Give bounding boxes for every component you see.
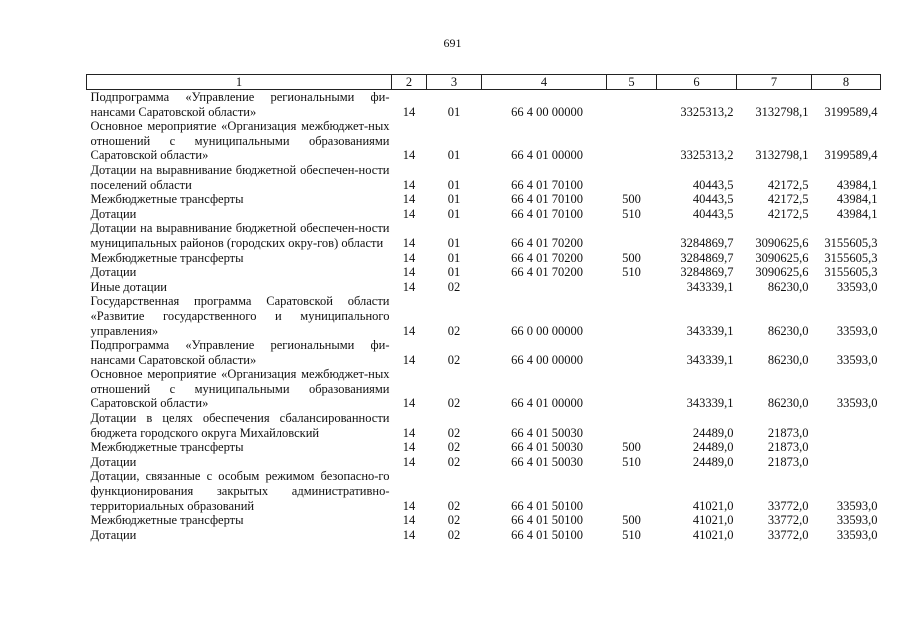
- expense-type-code: [607, 163, 657, 192]
- table-row: [87, 221, 881, 250]
- section-code: 14: [402, 177, 416, 192]
- item-name: Подпрограмма «Управление региональными фи-нансами Саратовской области»: [90, 338, 390, 367]
- amount-year-2: 33772,0: [767, 513, 809, 528]
- amount-year-3: 3155605,3: [824, 265, 878, 280]
- subsection-code: 01: [447, 192, 461, 207]
- header-expense-type: 5: [607, 75, 657, 90]
- section-code: 14: [402, 250, 416, 265]
- amount-year-1: 3284869,7: [680, 250, 734, 265]
- subsection-code: 01: [447, 206, 461, 221]
- subsection-code: 01: [447, 250, 461, 265]
- subsection-code: 02: [447, 454, 461, 469]
- amount-year-3: 33593,0: [836, 352, 878, 367]
- expense-type-code: 500: [622, 250, 641, 265]
- amount-year-1: 41021,0: [692, 498, 734, 513]
- expense-type-code: [607, 469, 657, 513]
- table-row: [87, 455, 881, 470]
- section-code: 14: [402, 104, 416, 119]
- target-article-code: 66 4 01 70200: [511, 235, 583, 250]
- target-article-code: 66 4 01 70200: [511, 250, 583, 265]
- subsection-code: 02: [447, 498, 461, 513]
- target-article-code: 66 4 01 70100: [511, 177, 583, 192]
- expense-type-code: 510: [622, 527, 641, 542]
- table-row: [87, 469, 881, 513]
- amount-year-3: 3199589,4: [824, 148, 878, 163]
- amount-year-1: 3325313,2: [680, 104, 734, 119]
- expense-type-code: [607, 280, 657, 295]
- header-target-article: 4: [482, 75, 607, 90]
- amount-year-1: 343339,1: [686, 396, 734, 411]
- table-row: [87, 440, 881, 455]
- amount-year-1: 24489,0: [692, 425, 734, 440]
- section-code: 14: [402, 527, 416, 542]
- item-name: Дотации: [90, 265, 137, 280]
- header-name: 1: [87, 75, 392, 90]
- amount-year-2: 86230,0: [767, 323, 809, 338]
- amount-year-2: 3090625,6: [755, 235, 809, 250]
- table-body: [87, 90, 881, 543]
- amount-year-2: 21873,0: [767, 440, 809, 455]
- item-name: Дотации: [90, 206, 137, 221]
- target-article-code: 66 4 01 00000: [511, 148, 583, 163]
- amount-year-1: 24489,0: [692, 454, 734, 469]
- item-name: Основное мероприятие «Организация межбюджет-ных отношений с муниципальными образованиями Саратовской области»: [90, 367, 390, 411]
- amount-year-1: 40443,5: [692, 206, 734, 221]
- table-row: [87, 192, 881, 207]
- amount-year-1: 3284869,7: [680, 265, 734, 280]
- section-code: 14: [402, 192, 416, 207]
- amount-year-1: 343339,1: [686, 352, 734, 367]
- item-name: Основное мероприятие «Организация межбюджет-ных отношений с муниципальными образованиями Саратовской области»: [90, 119, 390, 163]
- amount-year-2: 3132798,1: [755, 148, 809, 163]
- amount-year-1: 40443,5: [692, 192, 734, 207]
- amount-year-3: 3155605,3: [824, 250, 878, 265]
- target-article-code: 66 4 01 50030: [511, 454, 583, 469]
- expense-type-code: [607, 367, 657, 411]
- table-row: [87, 207, 881, 222]
- table-row: [87, 294, 881, 338]
- target-article-code: 66 4 01 00000: [511, 396, 583, 411]
- expense-type-code: 510: [622, 265, 641, 280]
- target-article-code: 66 4 00 00000: [511, 352, 583, 367]
- target-article-code: 66 4 01 50030: [511, 425, 583, 440]
- subsection-code: 02: [447, 396, 461, 411]
- table-row: [87, 411, 881, 440]
- item-name: Межбюджетные трансферты: [90, 513, 244, 528]
- table-row: [87, 90, 881, 120]
- section-code: 14: [402, 513, 416, 528]
- header-subsection: 3: [427, 75, 482, 90]
- section-code: 14: [402, 440, 416, 455]
- amount-year-3: 33593,0: [836, 513, 878, 528]
- budget-table: [86, 74, 881, 542]
- section-code: 14: [402, 323, 416, 338]
- amount-year-2: 33772,0: [767, 527, 809, 542]
- item-name: Государственная программа Саратовской области «Развитие государственного и муниципального управления»: [90, 294, 390, 338]
- amount-year-3: 3199589,4: [824, 104, 878, 119]
- target-article-code: 66 4 01 70200: [511, 265, 583, 280]
- expense-type-code: 500: [622, 192, 641, 207]
- section-code: 14: [402, 425, 416, 440]
- expense-type-code: [607, 90, 657, 120]
- amount-year-3: 33593,0: [836, 498, 878, 513]
- amount-year-3: 43984,1: [836, 177, 878, 192]
- expense-type-code: [607, 221, 657, 250]
- amount-year-2: 42172,5: [767, 206, 809, 221]
- table-row: [87, 528, 881, 543]
- amount-year-2: 86230,0: [767, 352, 809, 367]
- section-code: 14: [402, 235, 416, 250]
- subsection-code: 01: [447, 235, 461, 250]
- amount-year-2: 3090625,6: [755, 250, 809, 265]
- amount-year-3: 33593,0: [836, 527, 878, 542]
- target-article-code: 66 4 01 50030: [511, 440, 583, 455]
- item-name: Подпрограмма «Управление региональными фи-нансами Саратовской области»: [90, 90, 390, 119]
- section-code: 14: [402, 352, 416, 367]
- target-article-code: 66 0 00 00000: [511, 323, 583, 338]
- subsection-code: 02: [447, 352, 461, 367]
- amount-year-1: 3284869,7: [680, 235, 734, 250]
- section-code: 14: [402, 206, 416, 221]
- amount-year-1: 3325313,2: [680, 148, 734, 163]
- amount-year-1: 40443,5: [692, 177, 734, 192]
- subsection-code: 01: [447, 177, 461, 192]
- table-row: [87, 367, 881, 411]
- item-name: Межбюджетные трансферты: [90, 250, 244, 265]
- section-code: 14: [402, 265, 416, 280]
- amount-year-3: 33593,0: [836, 396, 878, 411]
- target-article-code: 66 4 01 70100: [511, 206, 583, 221]
- page-number: 691: [443, 36, 462, 50]
- amount-year-1: 343339,1: [686, 279, 734, 294]
- table-row: [87, 251, 881, 266]
- amount-year-2: 21873,0: [767, 425, 809, 440]
- subsection-code: 02: [447, 425, 461, 440]
- amount-year-2: 3090625,6: [755, 265, 809, 280]
- amount-year-2: 86230,0: [767, 396, 809, 411]
- amount-year-2: 42172,5: [767, 192, 809, 207]
- item-name: Дотации, связанные с особым режимом безопасно-го функционирования закрытых административно-территориальных образований: [90, 469, 390, 513]
- amount-year-2: 3132798,1: [755, 104, 809, 119]
- table-row: [87, 513, 881, 528]
- target-article-code: [482, 280, 607, 295]
- item-name: Дотации на выравнивание бюджетной обеспечен-ности муниципальных районов (городских окру-гов) области: [90, 221, 390, 250]
- expense-type-code: [607, 294, 657, 338]
- amount-year-2: 21873,0: [767, 454, 809, 469]
- subsection-code: 02: [447, 440, 461, 455]
- amount-year-3: 43984,1: [836, 192, 878, 207]
- amount-year-3: 33593,0: [836, 323, 878, 338]
- item-name: Межбюджетные трансферты: [90, 440, 244, 455]
- section-code: 14: [402, 396, 416, 411]
- section-code: 14: [402, 498, 416, 513]
- subsection-code: 02: [447, 513, 461, 528]
- expense-type-code: 510: [622, 454, 641, 469]
- item-name: Иные дотации: [90, 279, 167, 294]
- amount-year-3: [812, 411, 881, 440]
- target-article-code: 66 4 01 50100: [511, 527, 583, 542]
- expense-type-code: 500: [622, 513, 641, 528]
- target-article-code: 66 4 01 50100: [511, 498, 583, 513]
- subsection-code: 02: [447, 323, 461, 338]
- expense-type-code: 510: [622, 206, 641, 221]
- item-name: Дотации: [90, 454, 137, 469]
- expense-type-code: [607, 411, 657, 440]
- header-amount-1: 6: [657, 75, 737, 90]
- amount-year-3: 3155605,3: [824, 235, 878, 250]
- amount-year-1: 24489,0: [692, 440, 734, 455]
- amount-year-2: 86230,0: [767, 279, 809, 294]
- expense-type-code: [607, 119, 657, 163]
- table-row: [87, 119, 881, 163]
- amount-year-3: [812, 455, 881, 470]
- table-row: [87, 338, 881, 367]
- table-row: [87, 265, 881, 280]
- target-article-code: 66 4 01 50100: [511, 513, 583, 528]
- subsection-code: 02: [447, 527, 461, 542]
- section-code: 14: [402, 454, 416, 469]
- subsection-code: 01: [447, 148, 461, 163]
- item-name: Дотации в целях обеспечения сбалансированности бюджета городского округа Михайловский: [90, 411, 390, 440]
- amount-year-2: 33772,0: [767, 498, 809, 513]
- amount-year-1: 41021,0: [692, 513, 734, 528]
- header-amount-3: 8: [812, 75, 881, 90]
- table-header: [87, 75, 881, 90]
- header-section: 2: [392, 75, 427, 90]
- header-row: [87, 75, 881, 90]
- subsection-code: 01: [447, 265, 461, 280]
- expense-type-code: 500: [622, 440, 641, 455]
- target-article-code: 66 4 00 00000: [511, 104, 583, 119]
- amount-year-1: 343339,1: [686, 323, 734, 338]
- amount-year-3: 33593,0: [836, 279, 878, 294]
- subsection-code: 01: [447, 104, 461, 119]
- table-row: [87, 163, 881, 192]
- section-code: 14: [402, 279, 416, 294]
- item-name: Дотации на выравнивание бюджетной обеспечен-ности поселений области: [90, 162, 390, 192]
- table-row: [87, 280, 881, 295]
- amount-year-2: 42172,5: [767, 177, 809, 192]
- amount-year-1: 41021,0: [692, 527, 734, 542]
- amount-year-3: [812, 440, 881, 455]
- target-article-code: 66 4 01 70100: [511, 192, 583, 207]
- amount-year-3: 43984,1: [836, 206, 878, 221]
- item-name: Дотации: [90, 527, 137, 542]
- header-amount-2: 7: [737, 75, 812, 90]
- section-code: 14: [402, 148, 416, 163]
- subsection-code: 02: [447, 279, 461, 294]
- item-name: Межбюджетные трансферты: [90, 192, 244, 207]
- expense-type-code: [607, 338, 657, 367]
